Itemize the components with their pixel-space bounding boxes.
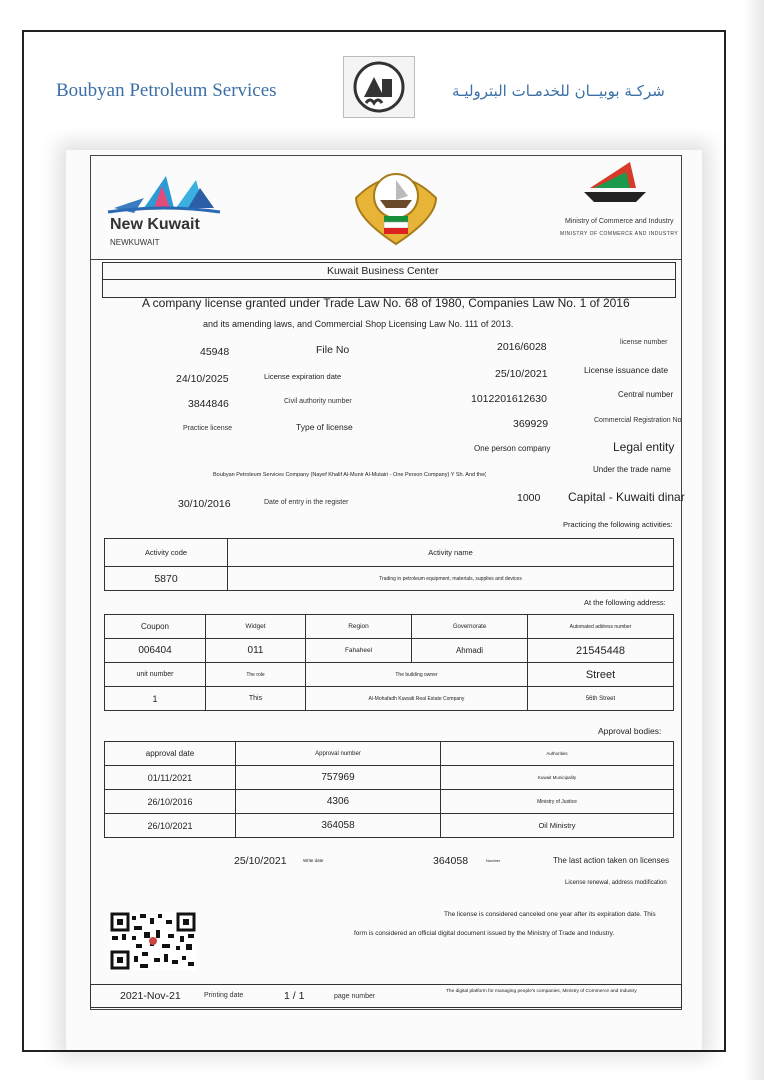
last-action-date-label: Write date xyxy=(303,858,324,863)
company-logo xyxy=(343,56,415,118)
company-name-arabic: شركـة بوبيــان للخدمـات البتروليـة xyxy=(452,82,665,100)
license-number-label: license number xyxy=(620,339,668,346)
business-center-divider xyxy=(102,279,676,280)
ministry-name: Ministry of Commerce and Industry xyxy=(565,218,674,225)
business-center-title: Kuwait Business Center xyxy=(327,265,439,277)
intro-line-1: A company license granted under Trade Law No. 68 of 1980, Companies Law No. 1 of 2016 xyxy=(142,296,630,310)
legal-entity-value: One person company xyxy=(474,444,551,453)
civil-number-label: Civil authority number xyxy=(284,398,352,405)
file-no-label: File No xyxy=(316,344,350,356)
scan-edge xyxy=(744,0,764,1080)
region-cell: Fahaheel xyxy=(306,639,412,663)
ministry-dhow-icon xyxy=(580,158,650,208)
qr-code-icon xyxy=(110,912,196,970)
license-number-value: 2016/6028 xyxy=(497,341,547,353)
oil-rig-icon xyxy=(344,57,414,117)
new-kuwait-subtitle: NEWKUWAIT xyxy=(110,238,160,247)
page-number-value: 1 / 1 xyxy=(284,990,305,1002)
commercial-registration-label: Commercial Registration No xyxy=(594,417,682,424)
type-of-license-label: Type of license xyxy=(296,422,353,432)
authority-cell: Kuwait Municipality xyxy=(441,766,674,790)
approval-row xyxy=(105,766,674,790)
approval-table xyxy=(104,741,674,838)
central-number-label: Central number xyxy=(618,390,674,399)
unit-number-header: unit number xyxy=(105,663,206,687)
activity-code-cell: 5870 xyxy=(105,567,228,591)
trade-name-label: Under the trade name xyxy=(593,465,671,474)
approval-row xyxy=(105,814,674,838)
street-cell: 56th Street xyxy=(528,687,674,711)
trade-name-value: Boubyan Petroleum Services Company (Nayef Khalif Al-Munir Al-Mutairi - One Person Company) Y Sh. And the( xyxy=(213,472,487,478)
approval-date-cell: 26/10/2016 xyxy=(105,790,236,814)
approval-number-cell: 364058 xyxy=(236,814,441,838)
street-header: Street xyxy=(528,663,674,687)
governorate-cell: Ahmadi xyxy=(412,639,528,663)
building-owner-header: The building owner xyxy=(306,663,528,687)
automated-address-header: Automated address number xyxy=(528,615,674,639)
activity-name-cell: Trading in petroleum equipment, materials, supplies and devices xyxy=(228,567,674,591)
civil-number-value: 3844846 xyxy=(188,398,229,410)
last-action-number-label: Number xyxy=(486,858,501,863)
governorate-header: Governorate xyxy=(412,615,528,639)
new-kuwait-title: New Kuwait xyxy=(110,216,200,233)
last-action-label: The last action taken on licenses xyxy=(553,856,670,865)
entry-date-value: 30/10/2016 xyxy=(178,498,231,510)
last-action-detail: License renewal, address modification xyxy=(565,880,667,886)
authority-cell: Oil Ministry xyxy=(441,814,674,838)
footer-platform-text: The digital platform for managing people's companies, Ministry of Commerce and Industry xyxy=(446,989,637,994)
page-number-label: page number xyxy=(334,993,376,1000)
expiry-date-label: License expiration date xyxy=(264,372,342,381)
building-owner-cell: Al-Mohafadh Kuwaiti Real Estate Company xyxy=(306,687,528,711)
approval-number-header: Approval number xyxy=(236,742,441,766)
approval-date-cell: 01/11/2021 xyxy=(105,766,236,790)
note-line-2: form is considered an official digital document issued by the Ministry of Trade and Industry. xyxy=(354,930,615,937)
state-emblem-icon xyxy=(336,158,456,246)
widget-cell: 011 xyxy=(206,639,306,663)
intro-line-2: and its amending laws, and Commercial Shop Licensing Law No. 111 of 2013. xyxy=(203,319,514,329)
approval-date-header: approval date xyxy=(105,742,236,766)
practice-license-value: Practice license xyxy=(183,425,233,432)
address-label: At the following address: xyxy=(584,598,666,607)
unit-number-cell: 1 xyxy=(105,687,206,711)
activity-code-header: Activity code xyxy=(105,539,228,567)
automated-address-cell: 21545448 xyxy=(528,639,674,663)
coupon-cell: 006404 xyxy=(105,639,206,663)
capital-label: Capital - Kuwaiti dinar xyxy=(568,490,685,504)
activity-table xyxy=(104,538,674,591)
approval-number-cell: 757969 xyxy=(236,766,441,790)
approval-row xyxy=(105,790,674,814)
central-number-value: 1012201612630 xyxy=(471,393,547,405)
expiry-date-value: 24/10/2025 xyxy=(176,373,229,385)
legal-entity-label: Legal entity xyxy=(613,440,675,454)
approval-number-cell: 4306 xyxy=(236,790,441,814)
entry-date-label: Date of entry in the register xyxy=(264,499,349,506)
issuance-date-label: License issuance date xyxy=(584,365,669,375)
print-date-label: Printing date xyxy=(204,992,244,999)
issuance-date-value: 25/10/2021 xyxy=(495,368,548,380)
commercial-registration-value: 369929 xyxy=(513,418,549,430)
activity-name-header: Activity name xyxy=(228,539,674,567)
last-action-date: 25/10/2021 xyxy=(234,855,287,867)
file-no-value: 45948 xyxy=(200,346,230,358)
ministry-name-caps: MINISTRY OF COMMERCE AND INDUSTRY xyxy=(560,231,679,237)
approval-bodies-label: Approval bodies: xyxy=(598,726,662,736)
widget-header: Widget xyxy=(206,615,306,639)
last-action-number: 364058 xyxy=(433,855,469,867)
capital-value: 1000 xyxy=(517,492,541,504)
approval-date-cell: 26/10/2021 xyxy=(105,814,236,838)
authorities-header: Authorities xyxy=(441,742,674,766)
coupon-header: Coupon xyxy=(105,615,206,639)
role-header: The role xyxy=(206,663,306,687)
new-kuwait-logo-icon xyxy=(104,168,224,218)
company-name-english: Boubyan Petroleum Services xyxy=(56,80,277,101)
note-line-1: The license is considered canceled one year after its expiration date. This xyxy=(444,911,656,918)
authority-cell: Ministry of Justice xyxy=(441,790,674,814)
role-cell: This xyxy=(206,687,306,711)
activities-label: Practicing the following activities: xyxy=(563,520,673,529)
address-table xyxy=(104,614,674,711)
region-header: Region xyxy=(306,615,412,639)
print-date-value: 2021-Nov-21 xyxy=(120,990,181,1002)
